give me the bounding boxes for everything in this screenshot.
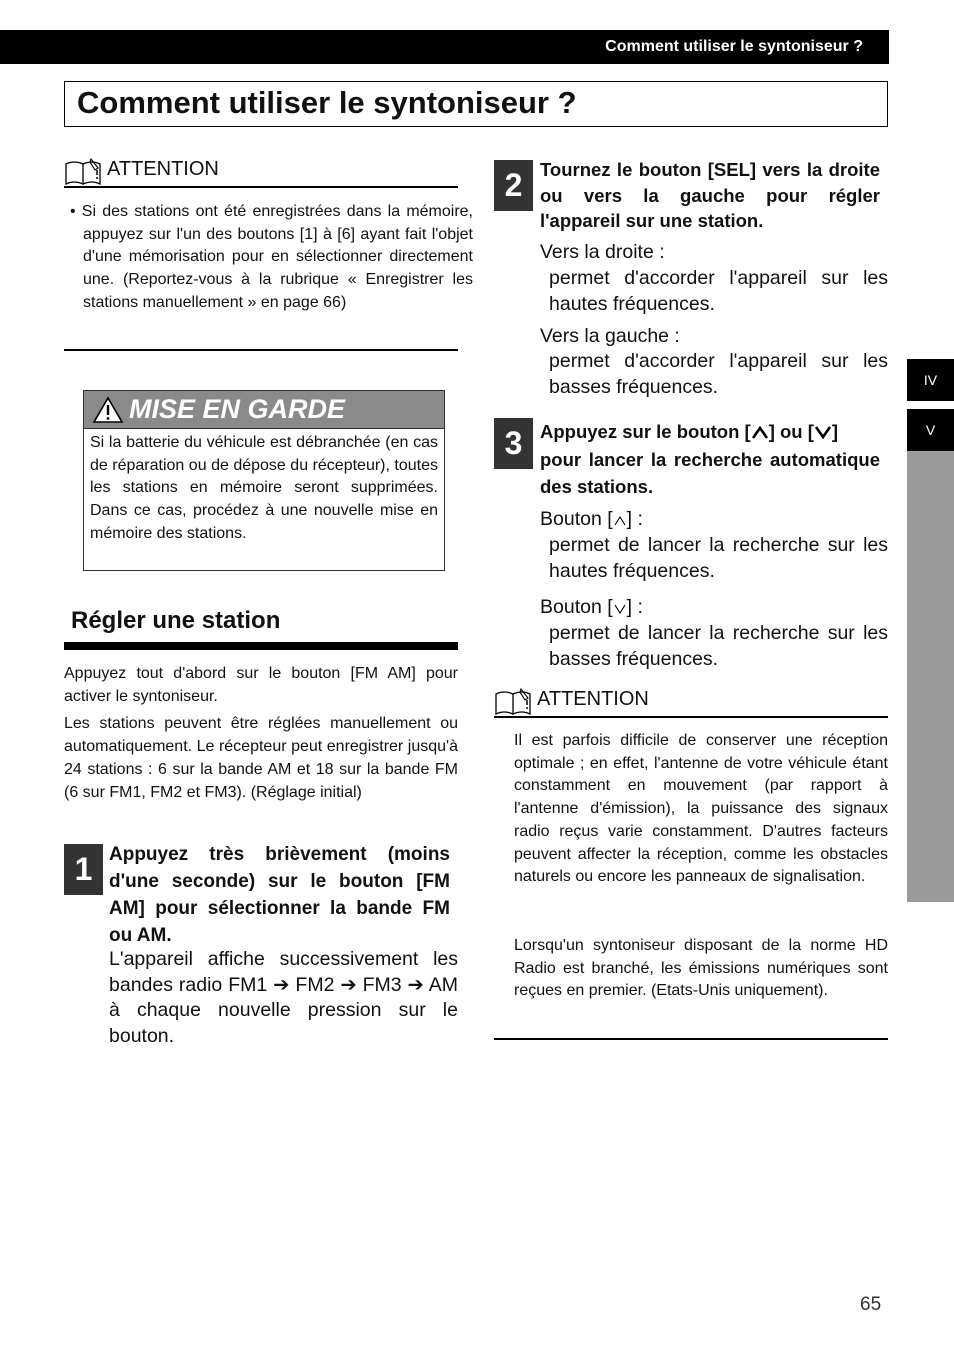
divider: [494, 1038, 888, 1040]
attention-text-2: Lorsqu'un syntoniseur disposant de la norme HD Radio est branché, les émissions numériques sont reçues en premier. (Etats-Unis uniquement).: [514, 937, 888, 1000]
side-tab-v[interactable]: V: [907, 409, 954, 451]
running-header-title: Comment utiliser le syntoniseur ?: [605, 38, 863, 55]
attention-text: Il est parfois difficile de conserver une réception optimale ; en effet, l'antenne de votre véhicule étant constamment en mouvement (par rapport à l'antenne d'émission), la puissance des signaux radio reçus varie constamment. D'autres facteurs peuvent affecter la réception, comme les obstacles naturels ou encore les panneaux de signalisation.: [514, 732, 888, 886]
chevron-up-icon: [751, 425, 769, 439]
running-header: [0, 30, 889, 64]
step3-instruction: Appuyez sur le bouton [ ] ou [ ] pour lancer la recherche automatique des stations.: [540, 421, 880, 497]
warning-label: MISE EN GARDE: [129, 394, 346, 424]
warning-box: [83, 390, 445, 571]
step2-left-label: Vers la gauche :: [540, 325, 680, 347]
step-number-2: 2: [494, 160, 533, 211]
section-paragraph: Les stations peuvent être réglées manuellement ou automatiquement. Le récepteur peut enregistrer jusqu'à 24 stations : 6 sur la bande AM et 18 sur la bande FM (6 sur FM1, FM2 et FM3). (Réglage initial): [64, 715, 458, 801]
warning-header: [84, 391, 444, 429]
step-number-3: 3: [494, 418, 533, 469]
side-tab-iv[interactable]: IV: [907, 359, 954, 401]
warning-triangle-icon: [92, 396, 124, 424]
step3-up-text: permet de lancer la recherche sur les hautes fréquences.: [549, 534, 888, 582]
step2-instruction: Tournez le bouton [SEL] vers la droite ou vers la gauche pour régler l'appareil sur une station.: [540, 159, 880, 231]
step1-detail: L'appareil affiche successivement les bandes radio FM1 ➔ FM2 ➔ FM3 ➔ AM à chaque nouvelle pression sur le bouton.: [109, 948, 458, 1047]
chevron-down-icon: [613, 602, 627, 614]
section-title: Régler une station: [71, 607, 281, 634]
section-intro: Appuyez tout d'abord sur le bouton [FM AM] pour activer le syntoniseur.: [64, 665, 458, 705]
step3-down-label: Bouton [ ] :: [540, 596, 643, 618]
section-rule: [64, 642, 458, 650]
page-title: Comment utiliser le syntoniseur ?: [77, 85, 577, 120]
step2-right-text: permet d'accorder l'appareil sur les hautes fréquences.: [549, 267, 888, 315]
book-icon: [494, 686, 534, 718]
step2-right-label: Vers la droite :: [540, 241, 665, 263]
page-number: 65: [860, 1294, 882, 1315]
divider: [64, 349, 458, 351]
side-tab-strip: [907, 451, 954, 902]
book-icon: [64, 156, 104, 188]
step2-left-text: permet d'accorder l'appareil sur les basses fréquences.: [549, 350, 888, 398]
step3-down-text: permet de lancer la recherche sur les basses fréquences.: [549, 622, 888, 670]
chevron-down-icon: [814, 425, 832, 439]
chevron-up-icon: [613, 514, 627, 526]
warning-text: Si la batterie du véhicule est débranchée (en cas de réparation ou de dépose du récepteur), toutes les stations en mémoire seront supprimées. Dans ce cas, procédez à une nouvelle mise en mémoire des stations.: [90, 434, 438, 542]
step3-up-label: Bouton [ ] :: [540, 508, 643, 530]
attention-label: ATTENTION: [107, 158, 219, 180]
step1-instruction: Appuyez très brièvement (moins d'une seconde) sur le bouton [FM AM] pour sélectionner la bande FM ou AM.: [109, 844, 450, 946]
step-number-1: 1: [64, 844, 103, 895]
attention-heading: [64, 156, 458, 188]
attention-text: • Si des stations ont été enregistrées dans la mémoire, appuyez sur l'un des boutons [1] à [6] ayant fait l'objet d'une mémorisation pour en sélectionner directement une. (Reportez-vous à la rubrique « Enregistrer les stations manuellement » en page 66): [70, 203, 473, 311]
page-title-box: [64, 81, 888, 127]
attention-heading: [494, 686, 888, 718]
attention-label: ATTENTION: [537, 688, 649, 710]
